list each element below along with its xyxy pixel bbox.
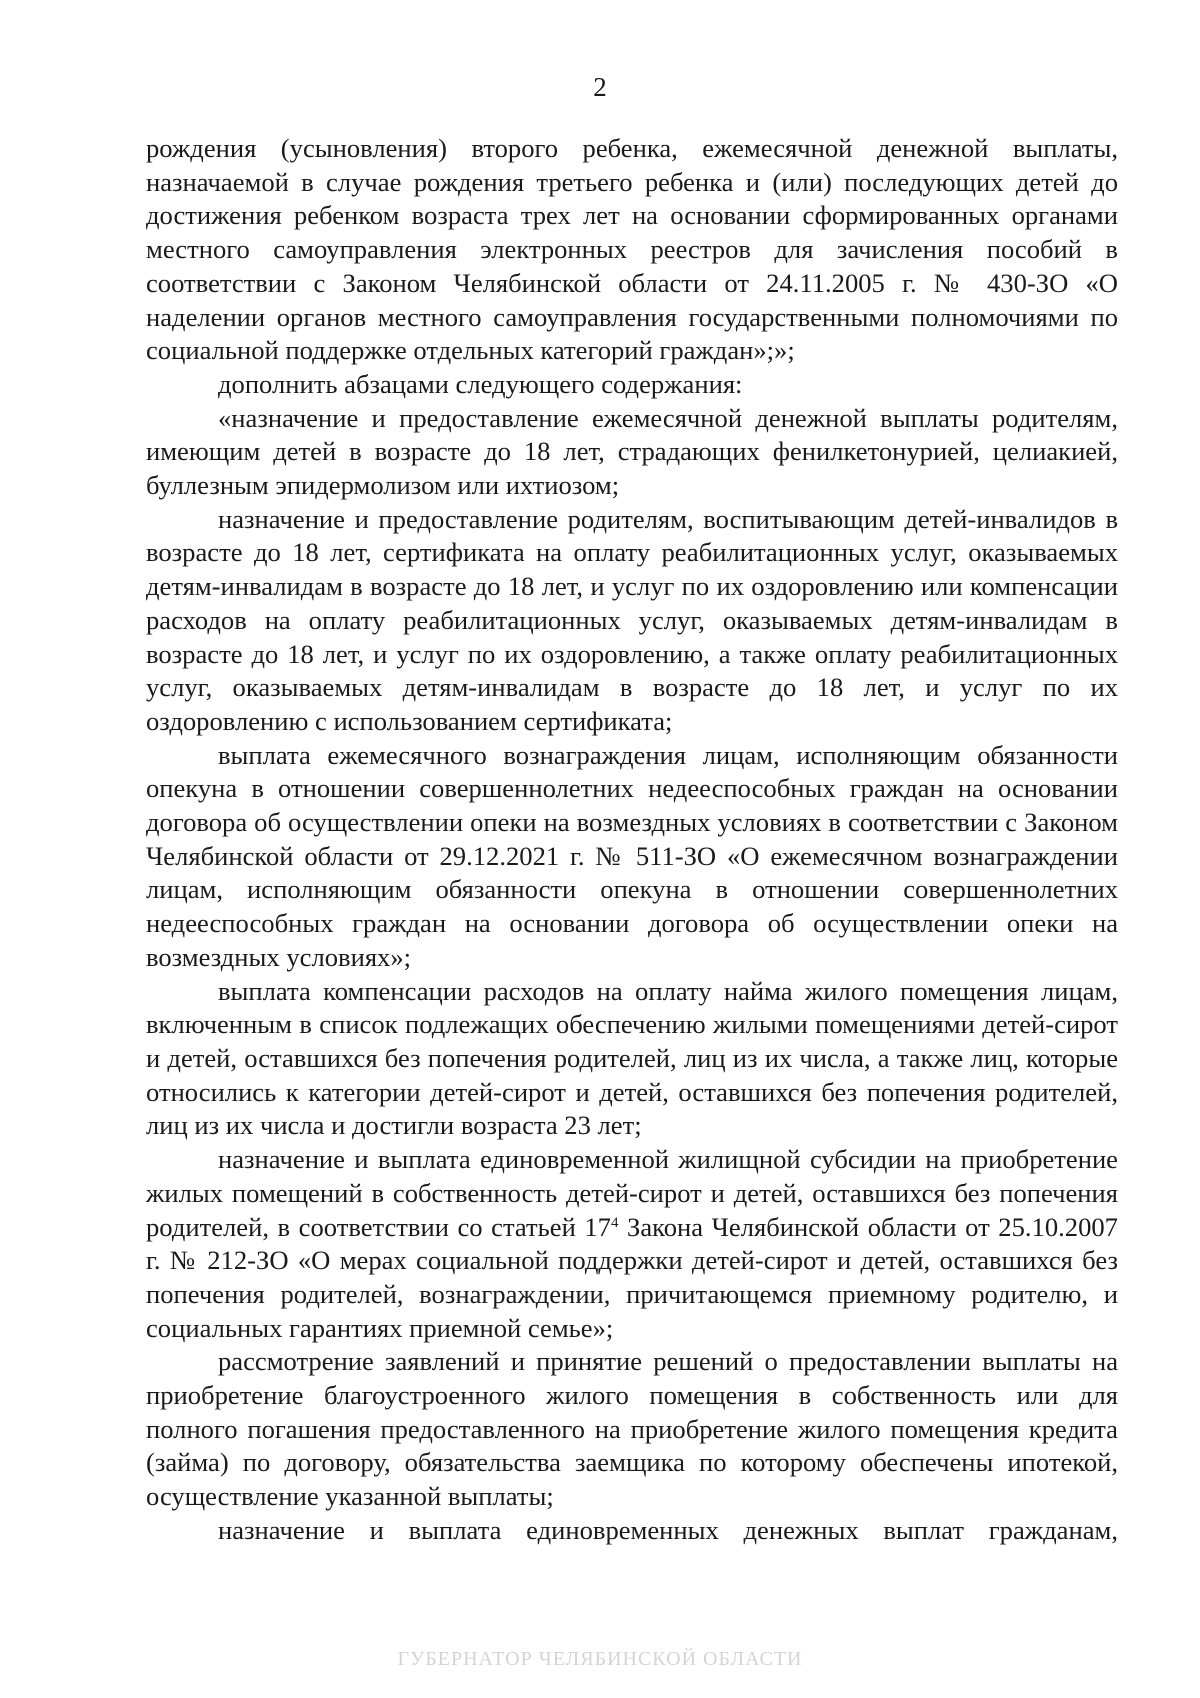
paragraph-housing-subsidy <box>146 1143 1118 1345</box>
paragraph-monthly-payment: «назначение и предоставление ежемесячной денежной выплаты родителям, имеющим детей в возрасте до 18 лет, страдающих фенилкетонурией, целиакией, буллезным эпидермолизом или ихтиозом; <box>146 402 1118 501</box>
article-superscript: 4 <box>610 1214 619 1231</box>
paragraph-housing-rent-compensation: выплата компенсации расходов на оплату найма жилого помещения лицам, включенным в список подлежащих обеспечению жилыми помещениями детей-сирот и детей, оставшихся без попечения родителей, лиц из их числа, а также лиц, которые относились к категории детей-сирот и детей, оставшихся без попечения родителей, лиц из их числа и достигли возраста 23 лет; <box>146 975 1118 1141</box>
paragraph-guardian-remuneration: выплата ежемесячного вознаграждения лицам, исполняющим обязанности опекуна в отношении совершеннолетних недееспособных граждан на основании договора об осуществлении опеки на возмездных условиях в соответствии с Законом Челябинской области от 29.12.2021 г. № 511-ЗО «О ежемесячном вознаграждении лицам, исполняющим обязанности опекуна в отношении совершеннолетних недееспособных граждан на основании договора об осуществлении опеки на возмездных условиях»; <box>146 739 1118 972</box>
housing-subsidy-text-start: назначение и выплата единовременной жилищной субсидии на приобретение жилых помещений в собственность детей-сирот и детей, оставшихся без попечения родителей, в соответствии со статьей 17 <box>146 1144 1118 1242</box>
paragraph-mortgage-payment: рассмотрение заявлений и принятие решений о предоставлении выплаты на приобретение благоустроенного жилого помещения в собственность или для полного погашения предоставленного на приобретение жилого помещения кредита (займа) по договору, обязательства заемщика по которому обеспечены ипотекой, осуществление указанной выплаты; <box>146 1346 1118 1512</box>
paragraph-rehab-certificate: назначение и предоставление родителям, воспитывающим детей-инвалидов в возрасте до 18 лет, сертификата на оплату реабилитационных услуг, оказываемых детям-инвалидам в возрасте до 18 лет, и услуг по их оздоровлению или компенсации расходов на оплату реабилитационных услуг, оказываемых детям-инвалидам в возрасте до 18 лет, и услуг по их оздоровлению, а также оплату реабилитационных услуг, оказываемых детям-инвалидам в возрасте до 18 лет, и услуг по их оздоровлению с использованием сертификата; <box>146 503 1118 736</box>
housing-subsidy-text-end: Закона Челябинской области от 25.10.2007 г. № 212-ЗО «О мерах социальной поддержки детей-сирот и детей, оставшихся без попечения родителей, вознаграждении, причитающемся приемному родителю, и социальных гарантиях приемной семье»; <box>146 1211 1118 1343</box>
paragraph-continuation: рождения (усыновления) второго ребенка, ежемесячной денежной выплаты, назначаемой в случае рождения третьего ребенка и (или) последующих детей до достижения ребенком возраста трех лет на основании сформированных органами местного самоуправления электронных реестров для зачисления пособий в соответствии с Законом Челябинской области от 24.11.2005 г. № 430-ЗО «О наделении органов местного самоуправления государственными полномочиями по социальной поддержке отдельных категорий граждан»;»; <box>146 133 1118 366</box>
document-body <box>146 132 1118 1548</box>
paragraph-amend-instruction: дополнить абзацами следующего содержания: <box>218 368 743 399</box>
page-number: 2 <box>593 72 607 102</box>
paragraph-lump-sum-payments: назначение и выплата единовременных денежных выплат гражданам, <box>218 1514 1118 1545</box>
footer-watermark-stamp: ГУБЕРНАТОР ЧЕЛЯБИНСКОЙ ОБЛАСТИ <box>397 1648 803 1670</box>
